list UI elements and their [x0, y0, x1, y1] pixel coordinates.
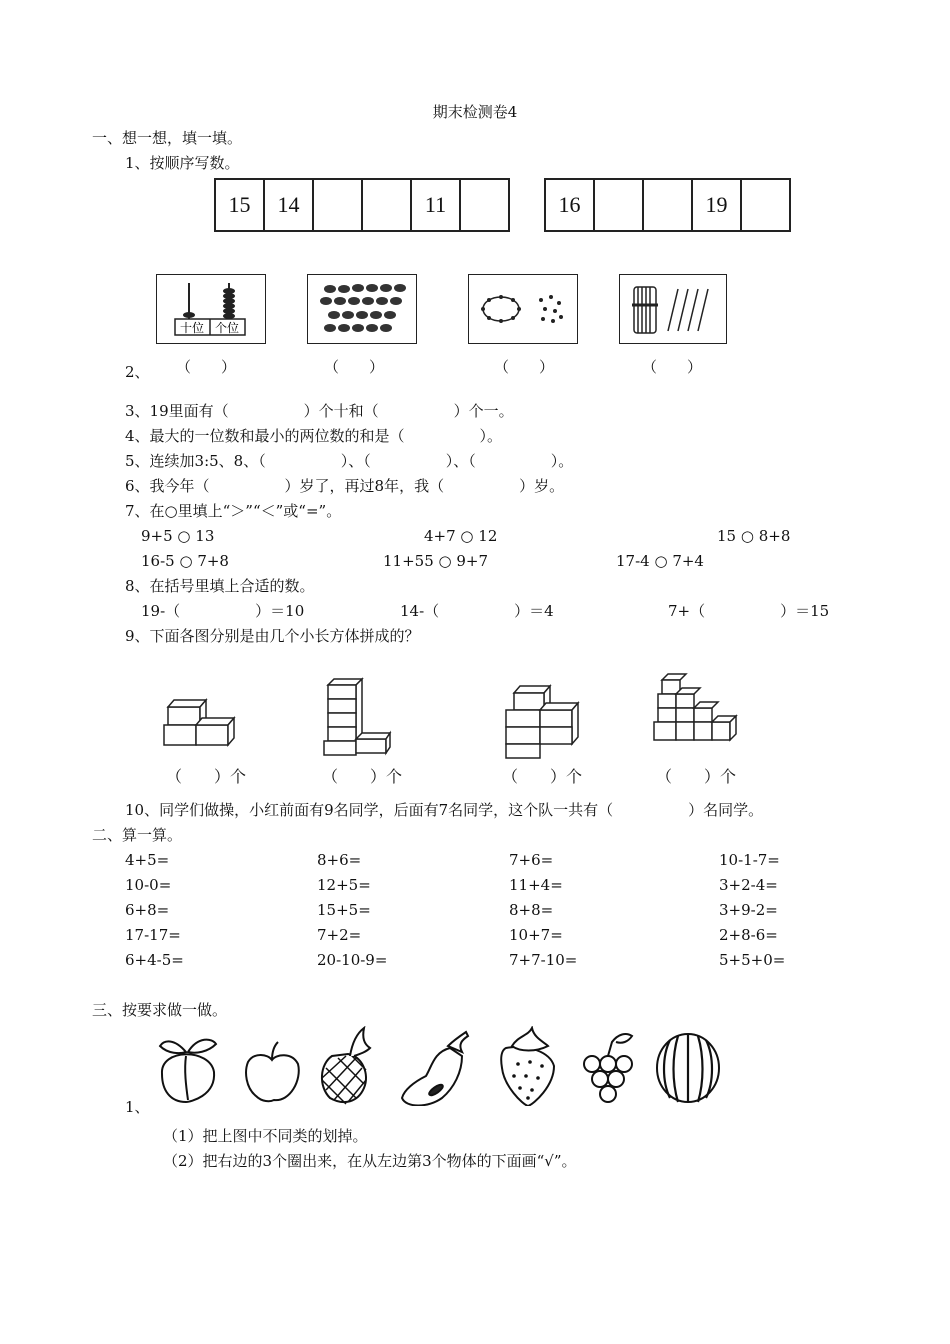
compare-item: 4+7 ○ 12 [424, 527, 498, 545]
peach-icon [160, 1040, 216, 1102]
block-answer[interactable]: （ ）个 [166, 767, 247, 786]
q3-text: 3、19里面有（ ）个十和（ ）个一。 [125, 402, 514, 420]
compare-item: 15 ○ 8+8 [717, 527, 791, 545]
seq-cell: 15 [216, 180, 265, 230]
calc-item: 3+2-4= [719, 876, 778, 894]
q9-label: 9、下面各图分别是由几个小长方体拼成的？ [125, 627, 420, 645]
abacus-picture [156, 274, 266, 344]
calc-item: 10-0= [125, 876, 172, 894]
grapes-icon [584, 1034, 632, 1102]
compare-item: 17-4 ○ 7+4 [616, 552, 704, 570]
leaves-icon [308, 275, 416, 343]
instruction-2: （2）把右边的3个圈出来，在从左边第3个物体的下面画“√”。 [163, 1152, 577, 1170]
strawberry-icon [501, 1028, 554, 1106]
compare-item: 11+55 ○ 9+7 [383, 552, 489, 570]
calc-item: 6+8= [125, 901, 170, 919]
calc-item: 8+8= [509, 901, 554, 919]
q4-text: 4、最大的一位数和最小的两位数的和是（ ）。 [125, 427, 503, 445]
calc-item: 15+5= [317, 901, 371, 919]
dots-picture [468, 274, 578, 344]
q5-text: 5、连续加3:5、8、（ ）、（ ）、（ ）。 [125, 452, 574, 470]
calc-item: 8+6= [317, 851, 362, 869]
seq-cell: 16 [546, 180, 595, 230]
calc-item: 2+8-6= [719, 926, 778, 944]
fill-item: 19-（ ）＝10 [141, 602, 305, 620]
calc-item: 7+6= [509, 851, 554, 869]
calc-item: 3+9-2= [719, 901, 778, 919]
calc-item: 6+4-5= [125, 951, 184, 969]
seq-cell[interactable] [595, 180, 644, 230]
blocks-figure-1 [160, 695, 240, 750]
calc-item: 20-10-9= [317, 951, 388, 969]
seq-cell[interactable] [363, 180, 412, 230]
calc-item: 10+7= [509, 926, 563, 944]
calc-item: 17-17= [125, 926, 181, 944]
calc-item: 12+5= [317, 876, 371, 894]
section1-heading: 一、想一想，填一填。 [92, 129, 243, 147]
seq-cell[interactable] [742, 180, 789, 230]
sticks-icon [620, 275, 726, 343]
eggplant-icon [402, 1032, 468, 1106]
calc-item: 5+5+0= [719, 951, 786, 969]
calc-item: 7+2= [317, 926, 362, 944]
calc-item: 7+7-10= [509, 951, 578, 969]
block-answer[interactable]: （ ）个 [502, 767, 583, 786]
page-title: 期末检测卷4 [432, 103, 518, 121]
block-answer[interactable]: （ ）个 [656, 767, 737, 786]
section3-q1-label: 1、 [125, 1098, 150, 1116]
section2-heading: 二、算一算。 [92, 826, 183, 844]
dots-icon [469, 275, 577, 343]
calc-item: 11+4= [509, 876, 563, 894]
sticks-picture [619, 274, 727, 344]
calc-item: 4+5= [125, 851, 170, 869]
compare-item: 9+5 ○ 13 [141, 527, 215, 545]
compare-item: 16-5 ○ 7+8 [141, 552, 229, 570]
q7-label: 7、在○里填上“＞”“＜”或“=”。 [125, 502, 342, 520]
q6-text: 6、我今年（ ）岁了，再过8年，我（ ）岁。 [125, 477, 565, 495]
abacus-label-ones: 个位 [214, 321, 240, 335]
sequence-row-2 [544, 178, 791, 232]
seq-cell: 19 [693, 180, 742, 230]
calc-item: 10-1-7= [719, 851, 780, 869]
blocks-figure-2 [322, 677, 392, 759]
answer-paren[interactable]: （ ） [642, 358, 703, 376]
fill-item: 7+（ ）＝15 [668, 602, 830, 620]
instruction-1: （1）把上图中不同类的划掉。 [163, 1127, 368, 1145]
answer-paren[interactable]: （ ） [176, 358, 237, 376]
section3-heading: 三、按要求做一做。 [92, 1001, 228, 1019]
watermelon-icon [657, 1034, 719, 1102]
apple-icon [246, 1042, 299, 1101]
abacus-label-tens: 十位 [179, 321, 205, 335]
sequence-row-1 [214, 178, 510, 232]
block-answer[interactable]: （ ）个 [322, 767, 403, 786]
q1-label: 1、按顺序写数。 [125, 154, 240, 172]
seq-cell[interactable] [644, 180, 693, 230]
seq-cell: 14 [265, 180, 314, 230]
answer-paren[interactable]: （ ） [324, 358, 385, 376]
q10-text: 10、同学们做操，小红前面有9名同学，后面有7名同学，这个队一共有（ ）名同学。 [125, 801, 764, 819]
fruits-row [150, 1026, 730, 1106]
blocks-figure-4 [650, 672, 742, 748]
answer-paren[interactable]: （ ） [494, 358, 555, 376]
seq-cell[interactable] [461, 180, 508, 230]
blocks-figure-3 [502, 683, 582, 761]
seq-cell: 11 [412, 180, 461, 230]
fill-item: 14-（ ）＝4 [400, 602, 554, 620]
seq-cell[interactable] [314, 180, 363, 230]
q8-label: 8、在括号里填上合适的数。 [125, 577, 315, 595]
leaves-picture [307, 274, 417, 344]
pineapple-icon [322, 1028, 370, 1104]
q2-label: 2、 [125, 363, 150, 381]
